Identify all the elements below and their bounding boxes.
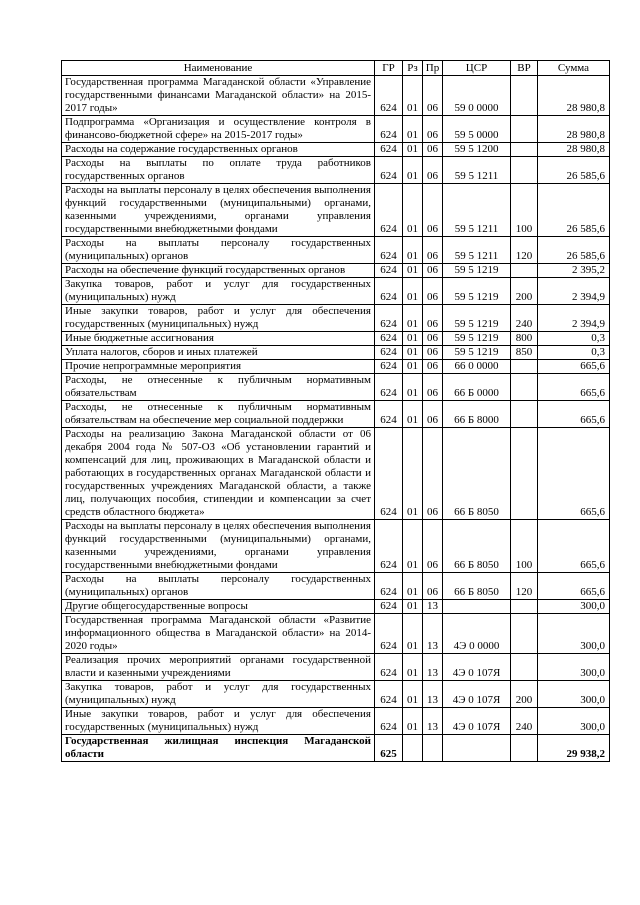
cell-vr [511,76,538,116]
cell-sum: 665,6 [538,573,610,600]
cell-sum: 0,3 [538,332,610,346]
cell-pr: 13 [423,600,443,614]
cell-name: Расходы на выплаты по оплате труда работников государственных органов [62,157,375,184]
cell-name: Государственная программа Магаданской области «Управление государственными финансами Магаданской области» на 2015-2017 годы» [62,76,375,116]
cell-csr [443,735,511,762]
cell-rz: 01 [403,116,423,143]
cell-name: Государственная жилищная инспекция Магаданской области [62,735,375,762]
cell-csr: 59 5 1219 [443,278,511,305]
cell-gr: 624 [375,401,403,428]
cell-pr: 13 [423,708,443,735]
table-row [62,332,610,346]
cell-vr: 200 [511,681,538,708]
cell-gr: 624 [375,708,403,735]
header-sum: Сумма [538,61,610,76]
table-row [62,681,610,708]
cell-gr: 624 [375,374,403,401]
cell-sum: 0,3 [538,346,610,360]
cell-name: Расходы, не отнесенные к публичным нормативным обязательствам на обеспечение мер социальной поддержки [62,401,375,428]
cell-csr: 59 5 1219 [443,346,511,360]
cell-vr: 850 [511,346,538,360]
cell-rz: 01 [403,600,423,614]
cell-gr: 624 [375,332,403,346]
cell-pr: 13 [423,681,443,708]
table-row [62,573,610,600]
cell-csr: 4Э 0 107Я [443,681,511,708]
cell-name: Уплата налогов, сборов и иных платежей [62,346,375,360]
cell-name: Расходы на содержание государственных органов [62,143,375,157]
table-row [62,116,610,143]
cell-pr: 06 [423,278,443,305]
cell-csr: 66 Б 8050 [443,573,511,600]
cell-pr: 06 [423,401,443,428]
cell-csr: 59 5 1219 [443,305,511,332]
table-row [62,184,610,237]
cell-name: Другие общегосударственные вопросы [62,600,375,614]
cell-sum: 26 585,6 [538,184,610,237]
table-row [62,600,610,614]
budget-table [61,60,610,762]
cell-sum: 665,6 [538,428,610,520]
table-row [62,278,610,305]
cell-name: Прочие непрограммные мероприятия [62,360,375,374]
cell-csr: 59 5 1211 [443,184,511,237]
header-gr: ГР [375,61,403,76]
cell-vr [511,401,538,428]
table-row [62,374,610,401]
table-header-row [62,61,610,76]
cell-rz [403,735,423,762]
cell-rz: 01 [403,157,423,184]
cell-csr: 4Э 0 107Я [443,654,511,681]
cell-pr: 06 [423,428,443,520]
cell-sum: 300,0 [538,681,610,708]
cell-rz: 01 [403,143,423,157]
cell-name: Подпрограмма «Организация и осуществление контроля в финансово-бюджетной сфере» на 2015-2017 годы» [62,116,375,143]
cell-name: Закупка товаров, работ и услуг для государственных (муниципальных) нужд [62,278,375,305]
cell-name: Расходы на выплаты персоналу в целях обеспечения выполнения функций государственными (муниципальными) органами, казенными учреждениями, органами управления государственными внебюджетными фондами [62,520,375,573]
cell-sum: 2 394,9 [538,278,610,305]
cell-gr: 624 [375,305,403,332]
table-row [62,143,610,157]
cell-rz: 01 [403,614,423,654]
table-row [62,654,610,681]
cell-csr: 66 Б 8000 [443,401,511,428]
cell-pr: 06 [423,157,443,184]
cell-vr [511,428,538,520]
cell-vr [511,157,538,184]
cell-csr: 66 0 0000 [443,360,511,374]
cell-pr: 06 [423,143,443,157]
cell-name: Реализация прочих мероприятий органами государственной власти и казенными учреждениями [62,654,375,681]
cell-vr [511,614,538,654]
cell-gr: 624 [375,600,403,614]
cell-rz: 01 [403,654,423,681]
cell-csr [443,600,511,614]
cell-rz: 01 [403,332,423,346]
cell-rz: 01 [403,278,423,305]
cell-vr [511,600,538,614]
cell-name: Иные закупки товаров, работ и услуг для обеспечения государственных (муниципальных) нужд [62,708,375,735]
cell-gr: 624 [375,428,403,520]
cell-csr: 59 0 0000 [443,76,511,116]
cell-name: Расходы на выплаты персоналу в целях обеспечения выполнения функций государственными (муниципальными) органами, казенными учреждениями, органами управления государственными внебюджетными фондами [62,184,375,237]
cell-vr [511,360,538,374]
cell-name: Закупка товаров, работ и услуг для государственных (муниципальных) нужд [62,681,375,708]
cell-pr: 06 [423,332,443,346]
table-row [62,428,610,520]
cell-rz: 01 [403,401,423,428]
cell-pr: 06 [423,237,443,264]
cell-csr: 59 5 0000 [443,116,511,143]
cell-name: Расходы, не отнесенные к публичным нормативным обязательствам [62,374,375,401]
cell-vr [511,116,538,143]
cell-pr: 13 [423,654,443,681]
cell-name: Расходы на реализацию Закона Магаданской области от 06 декабря 2004 года № 507-ОЗ «Об установлении гарантий и компенсаций для лиц, проживающих в Магаданской области и работающих в государственных органах Магаданской области и государственных учреждениях Магаданской области, а также лиц, получающих пособия, стипендии и компенсации за счет средств областного бюджета» [62,428,375,520]
budget-table-page [61,60,609,762]
cell-gr: 624 [375,264,403,278]
table-row [62,76,610,116]
cell-rz: 01 [403,184,423,237]
cell-pr [423,735,443,762]
cell-gr: 624 [375,573,403,600]
cell-name: Государственная программа Магаданской области «Развитие информационного общества в Магаданской области» на 2014-2020 годы» [62,614,375,654]
cell-sum: 28 980,8 [538,76,610,116]
cell-rz: 01 [403,346,423,360]
cell-csr: 4Э 0 107Я [443,708,511,735]
cell-sum: 26 585,6 [538,237,610,264]
cell-gr: 624 [375,278,403,305]
cell-gr: 624 [375,520,403,573]
cell-vr [511,264,538,278]
header-pr: Пр [423,61,443,76]
table-body [62,76,610,762]
cell-rz: 01 [403,305,423,332]
cell-gr: 624 [375,157,403,184]
table-row [62,708,610,735]
cell-vr [511,374,538,401]
cell-rz: 01 [403,360,423,374]
cell-vr: 800 [511,332,538,346]
table-row [62,237,610,264]
cell-sum: 28 980,8 [538,143,610,157]
table-row [62,305,610,332]
cell-pr: 13 [423,614,443,654]
cell-gr: 624 [375,346,403,360]
cell-rz: 01 [403,708,423,735]
cell-csr: 66 Б 0000 [443,374,511,401]
cell-vr [511,143,538,157]
cell-sum: 665,6 [538,374,610,401]
cell-name: Иные бюджетные ассигнования [62,332,375,346]
cell-sum: 26 585,6 [538,157,610,184]
cell-sum: 665,6 [538,360,610,374]
cell-gr: 624 [375,116,403,143]
cell-vr: 240 [511,305,538,332]
cell-csr: 59 5 1219 [443,264,511,278]
header-name: Наименование [62,61,375,76]
header-vr: ВР [511,61,538,76]
cell-name: Расходы на выплаты персоналу государственных (муниципальных) органов [62,573,375,600]
cell-pr: 06 [423,305,443,332]
table-row [62,614,610,654]
cell-sum: 2 394,9 [538,305,610,332]
cell-rz: 01 [403,237,423,264]
header-csr: ЦСР [443,61,511,76]
cell-csr: 59 5 1200 [443,143,511,157]
cell-sum: 300,0 [538,654,610,681]
cell-rz: 01 [403,264,423,278]
cell-gr: 624 [375,184,403,237]
cell-vr [511,654,538,681]
table-row [62,735,610,762]
cell-csr: 59 5 1211 [443,157,511,184]
cell-rz: 01 [403,520,423,573]
table-row [62,401,610,428]
cell-vr: 100 [511,184,538,237]
header-rz: Рз [403,61,423,76]
cell-pr: 06 [423,573,443,600]
table-row [62,360,610,374]
cell-vr: 200 [511,278,538,305]
cell-gr: 625 [375,735,403,762]
cell-pr: 06 [423,360,443,374]
cell-pr: 06 [423,264,443,278]
cell-vr: 240 [511,708,538,735]
cell-pr: 06 [423,520,443,573]
cell-pr: 06 [423,374,443,401]
cell-gr: 624 [375,614,403,654]
cell-gr: 624 [375,237,403,264]
cell-csr: 66 Б 8050 [443,520,511,573]
cell-sum: 300,0 [538,708,610,735]
cell-gr: 624 [375,654,403,681]
cell-gr: 624 [375,76,403,116]
cell-name: Расходы на выплаты персоналу государственных (муниципальных) органов [62,237,375,264]
cell-gr: 624 [375,681,403,708]
cell-csr: 4Э 0 0000 [443,614,511,654]
cell-vr: 100 [511,520,538,573]
cell-pr: 06 [423,184,443,237]
cell-vr [511,735,538,762]
cell-rz: 01 [403,573,423,600]
cell-rz: 01 [403,428,423,520]
cell-pr: 06 [423,76,443,116]
cell-csr: 59 5 1219 [443,332,511,346]
cell-rz: 01 [403,681,423,708]
cell-pr: 06 [423,346,443,360]
cell-sum: 300,0 [538,614,610,654]
cell-gr: 624 [375,360,403,374]
cell-sum: 300,0 [538,600,610,614]
cell-sum: 29 938,2 [538,735,610,762]
table-row [62,346,610,360]
cell-gr: 624 [375,143,403,157]
cell-vr: 120 [511,573,538,600]
cell-sum: 665,6 [538,520,610,573]
cell-sum: 665,6 [538,401,610,428]
cell-pr: 06 [423,116,443,143]
cell-name: Расходы на обеспечение функций государственных органов [62,264,375,278]
cell-rz: 01 [403,76,423,116]
table-row [62,264,610,278]
cell-rz: 01 [403,374,423,401]
cell-csr: 66 Б 8050 [443,428,511,520]
table-row [62,157,610,184]
cell-sum: 28 980,8 [538,116,610,143]
cell-vr: 120 [511,237,538,264]
table-row [62,520,610,573]
cell-csr: 59 5 1211 [443,237,511,264]
cell-sum: 2 395,2 [538,264,610,278]
cell-name: Иные закупки товаров, работ и услуг для обеспечения государственных (муниципальных) нужд [62,305,375,332]
